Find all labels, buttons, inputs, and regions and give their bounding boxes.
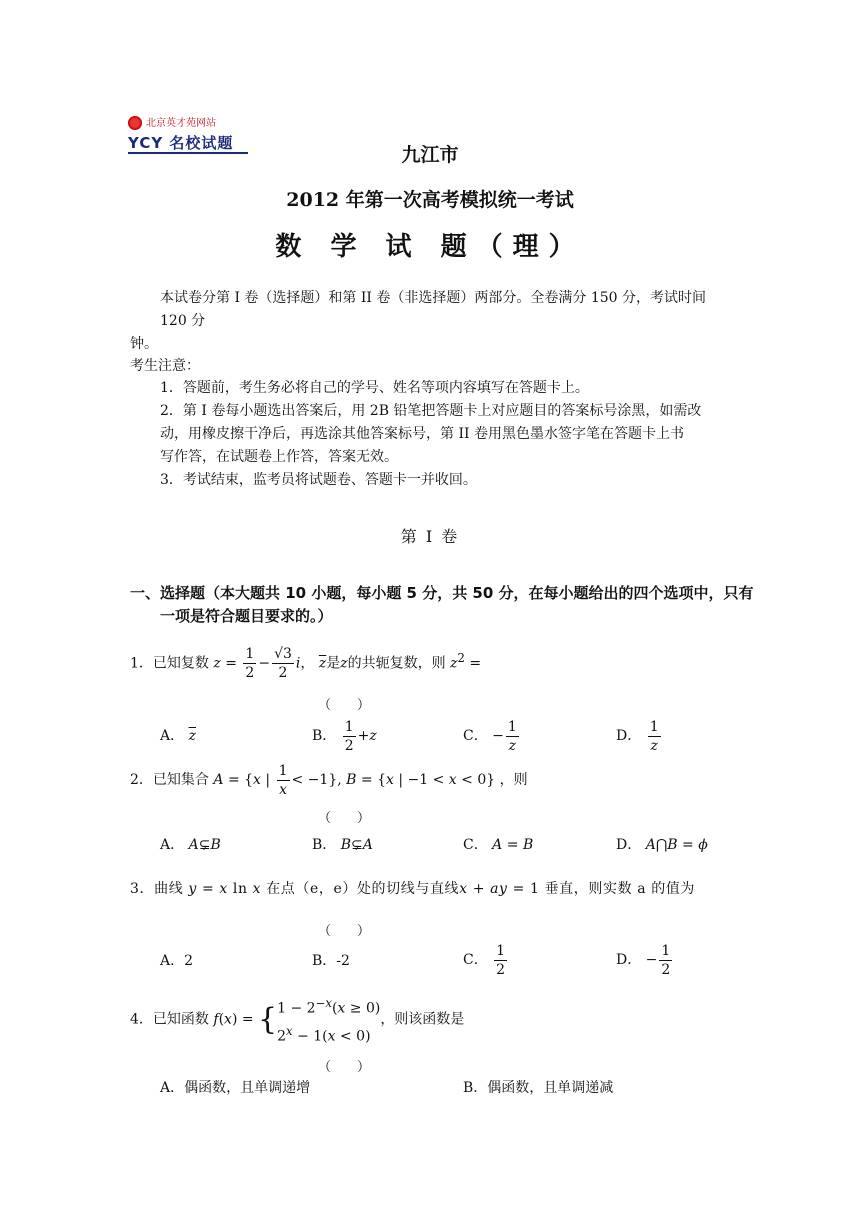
note-2-cont: 动，用橡皮擦干净后，再选涂其他答案标号，第 II 卷用黑色墨水签字笔在答题卡上书 (160, 426, 684, 442)
q3-option-d: D． − $\frac{1}{2}$ (616, 942, 671, 978)
notice-title: 考生注意： (130, 358, 200, 374)
question-3: 3．曲线 y = x ln x 在点（e，e）处的切线与直线x + ay = 1 垂直，则实数 a 的值为 (130, 881, 696, 897)
q4-option-a: A．偶函数，且单调递增 (160, 1080, 311, 1096)
question-1: 1．已知复数 z = $\frac{1}{2}$ − $\frac{√3}{2}$ i， $\overline{z}$是z的共轭复数，则 $z^2$ = (130, 646, 482, 682)
q1-answer-paren: （ ） (318, 698, 371, 713)
question-4: 4．已知函数 $f(x) = \{1 - 2^{-x}(x \ge 0)$ $2^x - 1(x < 0)$，则该函数是 (130, 996, 465, 1045)
part-title: 第 Ⅰ 卷 (400, 527, 460, 546)
note-3: 3．考试结束，监考员将试题卷、答题卡一并收回。 (160, 472, 477, 488)
q1-option-d: D． $\frac{1}{z}$ (616, 718, 659, 754)
q1-num: 1．已知复数 (130, 655, 209, 672)
intro-line-2: 120 分 (160, 313, 206, 329)
q2-option-c: C． A = B (463, 837, 534, 853)
q3-option-b: B．-2 (312, 953, 350, 969)
section-heading-2: 一项是符合题目要求的。） (160, 607, 333, 625)
question-2: 2．已知集合 A = {x | $\frac{1}{x}$ < −1}, B = {x | −1 < x < 0} ，则 (130, 762, 528, 798)
q1-option-a: A． $\overline{z}$ (160, 728, 196, 744)
flower-icon (128, 116, 142, 130)
note-2-cont2: 写作答，在试题卷上作答，答案无效。 (160, 449, 398, 465)
logo-top-text: 北京英才苑网站 (146, 118, 216, 129)
logo-bottom-text: YCY 名校试题 (128, 134, 234, 152)
intro-line-1: 本试卷分第 I 卷（选择题）和第 II 卷（非选择题）两部分。全卷满分 150 分，考试时间 (160, 290, 707, 306)
q2-option-b: B． B⊊A (312, 837, 373, 853)
q1-option-b: B． $\frac{1}{2}$ +z (312, 718, 377, 754)
q1-option-c: C． − $\frac{1}{z}$ (463, 718, 517, 754)
q3-answer-paren: （ ） (318, 924, 371, 939)
q3-option-a: A．2 (160, 953, 194, 969)
q4-option-b: B．偶函数，且单调递减 (463, 1080, 614, 1096)
q2-option-a: A． A⊊B (160, 837, 221, 853)
intro-line-3: 钟。 (130, 336, 158, 352)
city-title: 九江市 (401, 144, 459, 166)
q2-answer-paren: （ ） (318, 811, 371, 826)
q3-option-c: C． $\frac{1}{2}$ (463, 942, 506, 978)
note-2: 2．第 I 卷每小题选出答案后，用 2B 铅笔把答题卡上对应题目的答案标号涂黑，如需改 (160, 403, 702, 419)
subject-title: 数 学 试 题（理） (275, 232, 585, 262)
section-heading-1: 一、选择题（本大题共 10 小题，每小题 5 分，共 50 分，在每小题给出的四个选项中，只有 (130, 584, 754, 602)
q2-option-d: D． A⋂B = ϕ (616, 837, 708, 853)
q4-answer-paren: （ ） (318, 1060, 371, 1075)
exam-title: 2012 年第一次高考模拟统一考试 (286, 189, 574, 211)
note-1: 1．答题前，考生务必将自己的学号、姓名等项内容填写在答题卡上。 (160, 380, 589, 396)
